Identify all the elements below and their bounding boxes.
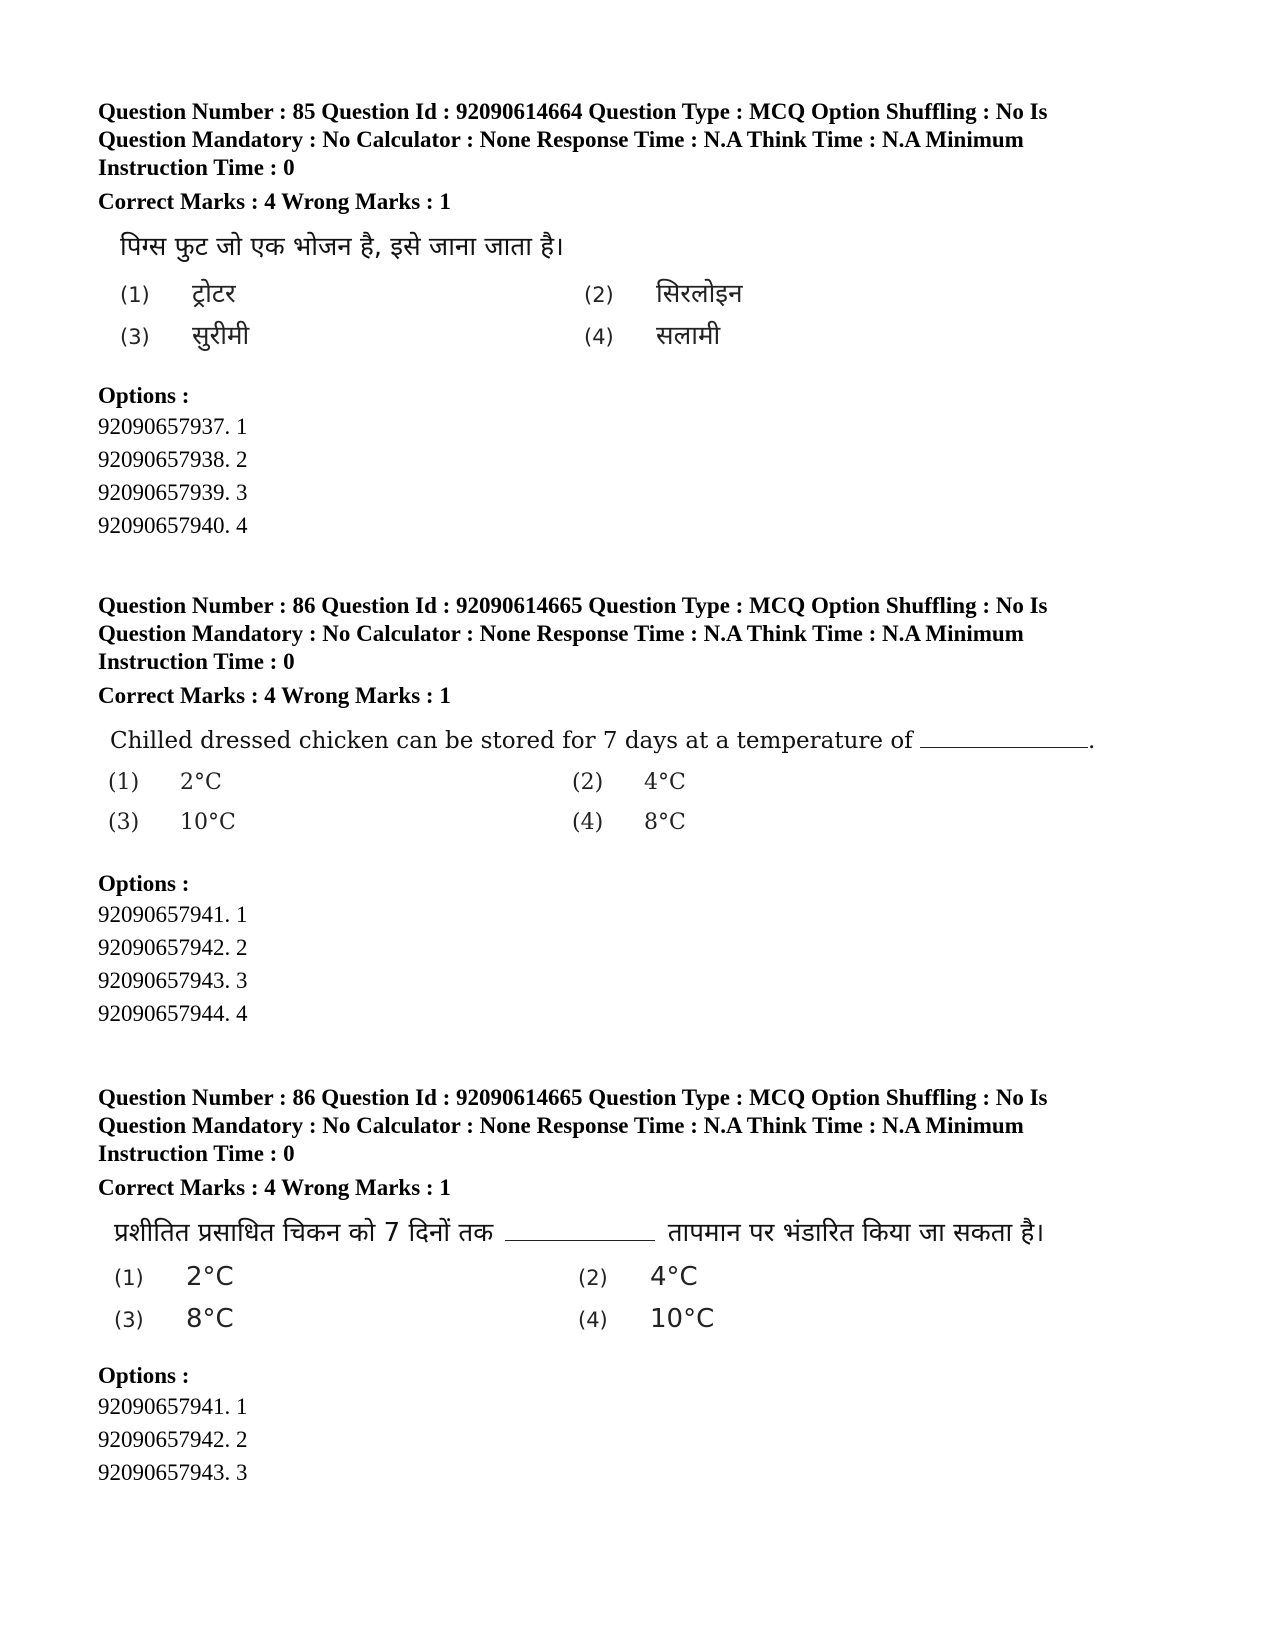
- choice-1: [114, 1262, 234, 1292]
- option-line: 92090657944. 4: [98, 1001, 248, 1026]
- choice-value: 4°C: [644, 770, 686, 795]
- choice-number: (1): [108, 770, 140, 795]
- choice-1: [120, 274, 236, 310]
- choice-value: 2°C: [186, 1262, 234, 1292]
- option-line: 92090657940. 4: [98, 513, 248, 538]
- option-line: 92090657942. 2: [98, 935, 248, 960]
- choice-number: (3): [114, 1308, 144, 1332]
- meta-line: Question Mandatory : No Calculator : None Response Time : N.A Think Time : N.A Minimum: [98, 127, 1024, 152]
- meta-line: Question Mandatory : No Calculator : None Response Time : N.A Think Time : N.A Minimum: [98, 621, 1024, 646]
- choice-value: ट्रोटर: [192, 279, 236, 309]
- choice-value: सुरीमी: [192, 321, 250, 351]
- choice-value: 2°C: [180, 770, 222, 795]
- choice-number: (4): [584, 325, 614, 349]
- question-block-85: [98, 98, 1188, 542]
- choice-2: [572, 770, 686, 795]
- choice-number: (3): [120, 325, 150, 349]
- question-text-start: Chilled dressed chicken can be stored for 7 days at a temperature of: [110, 728, 913, 754]
- question-meta: [98, 592, 1188, 676]
- choice-grid: [98, 1260, 1188, 1350]
- option-line: 92090657937. 1: [98, 414, 248, 439]
- question-text: [110, 724, 1188, 758]
- marks-line: Correct Marks : 4 Wrong Marks : 1: [98, 189, 451, 214]
- meta-line: Question Mandatory : No Calculator : None Response Time : N.A Think Time : N.A Minimum: [98, 1113, 1024, 1138]
- choice-3: [114, 1304, 234, 1334]
- choice-number: (1): [114, 1266, 144, 1290]
- options-title: Options :: [98, 383, 190, 408]
- choice-number: (3): [108, 810, 140, 835]
- choice-number: (4): [572, 810, 604, 835]
- choice-4: [572, 810, 686, 835]
- options-title: Options :: [98, 871, 190, 896]
- choice-number: (4): [578, 1308, 608, 1332]
- question-text: [114, 1216, 1188, 1250]
- choice-1: [108, 770, 222, 795]
- marks-line: Correct Marks : 4 Wrong Marks : 1: [98, 683, 451, 708]
- option-line: 92090657943. 3: [98, 1460, 248, 1485]
- choice-value: 4°C: [650, 1262, 698, 1292]
- answer-blank: [505, 1226, 655, 1241]
- choice-3: [108, 810, 236, 835]
- choice-value: 8°C: [186, 1304, 234, 1334]
- choice-number: (1): [120, 283, 150, 307]
- option-line: 92090657941. 1: [98, 902, 248, 927]
- meta-line: Instruction Time : 0: [98, 649, 295, 674]
- choice-value: 10°C: [650, 1304, 715, 1334]
- meta-line: Question Number : 85 Question Id : 92090614664 Question Type : MCQ Option Shuffling : No Is: [98, 99, 1048, 124]
- question-meta: [98, 98, 1188, 182]
- choice-3: [120, 316, 249, 352]
- marks-line: Correct Marks : 4 Wrong Marks : 1: [98, 1175, 451, 1200]
- choice-number: (2): [584, 283, 614, 307]
- choice-grid: [98, 768, 1188, 852]
- choice-value: सिरलोइन: [656, 279, 743, 309]
- choice-grid: [98, 274, 1188, 364]
- option-line: 92090657943. 3: [98, 968, 248, 993]
- meta-line: Question Number : 86 Question Id : 92090614665 Question Type : MCQ Option Shuffling : No Is: [98, 593, 1048, 618]
- choice-2: [584, 274, 743, 310]
- question-meta: [98, 1084, 1188, 1168]
- choice-number: (2): [572, 770, 604, 795]
- choice-number: (2): [578, 1266, 608, 1290]
- question-block-86-hi: [98, 1084, 1188, 1489]
- question-text-end: तापमान पर भंडारित किया जा सकता है।: [667, 1218, 1045, 1248]
- option-line: 92090657942. 2: [98, 1427, 248, 1452]
- option-line: 92090657939. 3: [98, 480, 248, 505]
- choice-value: 8°C: [644, 810, 686, 835]
- choice-value: सलामी: [656, 321, 721, 351]
- question-text-start: प्रशीतित प्रसाधित चिकन को 7 दिनों तक: [114, 1218, 494, 1248]
- question-text-end: .: [1088, 728, 1096, 754]
- question-text: पिग्स फुट जो एक भोजन है, इसे जाना जाता है।: [120, 232, 564, 262]
- options-title: Options :: [98, 1363, 190, 1388]
- option-line: 92090657938. 2: [98, 447, 248, 472]
- answer-blank: [920, 729, 1088, 748]
- meta-line: Instruction Time : 0: [98, 155, 295, 180]
- choice-4: [584, 316, 720, 352]
- option-line: 92090657941. 1: [98, 1394, 248, 1419]
- choice-4: [578, 1304, 714, 1334]
- meta-line: Instruction Time : 0: [98, 1141, 295, 1166]
- meta-line: Question Number : 86 Question Id : 92090614665 Question Type : MCQ Option Shuffling : No Is: [98, 1085, 1048, 1110]
- choice-2: [578, 1262, 698, 1292]
- question-block-86-en: [98, 592, 1188, 1030]
- choice-value: 10°C: [180, 810, 236, 835]
